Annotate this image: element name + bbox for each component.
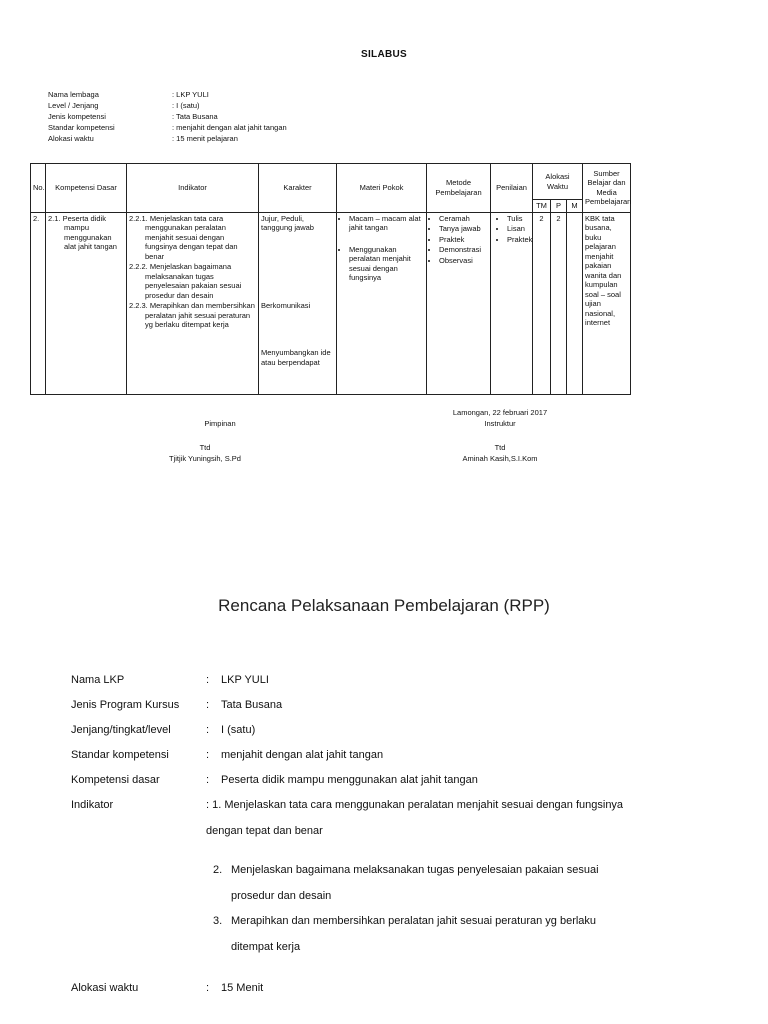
- rpp-value: menjahit dengan alat jahit tangan: [221, 749, 384, 761]
- rpp-indikator-2: Menjelaskan bagaimana melaksanakan tugas penyelesaian pakaian sesuai: [231, 864, 599, 876]
- rpp-label: Alokasi waktu: [71, 982, 139, 994]
- header-penilaian: Penilaian: [491, 164, 533, 213]
- rpp-colon: :: [206, 982, 210, 994]
- rpp-indikator-1: : 1. Menjelaskan tata cara menggunakan peralatan menjahit sesuai dengan fungsinya: [206, 799, 624, 811]
- header-sumber: Sumber Belajar dan Media Pembelajaran: [583, 164, 631, 213]
- info-value: : 15 menit pelajaran: [172, 134, 238, 143]
- instruktur-title: Instruktur: [484, 419, 516, 428]
- rpp-value: I (satu): [221, 724, 256, 736]
- info-label: Level / Jenjang: [48, 101, 99, 110]
- metode-item: • Observasi: [439, 256, 488, 266]
- cell-kompetensi: [46, 212, 127, 394]
- rpp-label: Standar kompetensi: [71, 749, 169, 761]
- instruktur-name: Aminah Kasih,S.I.Kom: [462, 454, 538, 463]
- indikator-item: 2.2.2. Menjelaskan bagaimana melaksanakan tugas penyelesaian pakaian sesuai prosedur dan desain: [129, 262, 242, 300]
- rpp-label: Jenjang/tingkat/level: [71, 724, 171, 736]
- header-kompetensi: Kompetensi Dasar: [46, 164, 127, 213]
- rpp-indikator-2-num: 2.: [213, 864, 223, 876]
- cell-indikator: [127, 212, 259, 394]
- header-materi: Materi Pokok: [337, 164, 427, 213]
- penilaian-item: • Praktek: [507, 235, 530, 245]
- cell-penilaian: [491, 212, 533, 394]
- penilaian-item: • Lisan: [507, 224, 530, 234]
- info-value: : menjahit dengan alat jahit tangan: [172, 123, 287, 132]
- kompetensi-text: Peserta didik mampu menggunakan alat jahit tangan: [62, 213, 117, 251]
- silabus-title: SILABUS: [361, 49, 407, 60]
- info-value: : Tata Busana: [172, 112, 218, 121]
- penilaian-item: • Tulis: [507, 214, 530, 224]
- pimpinan-name: Tjitjik Yuningsih, S.Pd: [169, 454, 241, 463]
- indikator-item: 2.2.3. Merapihkan dan membersihkan peralatan jahit sesuai peraturan yg berlaku ditempat kerja: [129, 301, 255, 329]
- header-indikator: Indikator: [127, 164, 259, 213]
- header-p: P: [551, 200, 567, 213]
- rpp-value: 15 Menit: [221, 982, 264, 994]
- karakter-item: Menyumbangkan ide atau berpendapat: [261, 348, 331, 367]
- header-karakter: Karakter: [259, 164, 337, 213]
- pimpinan-title: Pimpinan: [204, 419, 236, 428]
- place-date: Lamongan, 22 februari 2017: [452, 408, 548, 417]
- rpp-indikator-label: Indikator: [71, 799, 114, 811]
- header-alokasi: Alokasi Waktu: [533, 164, 583, 200]
- rpp-indikator-3-cont: ditempat kerja: [231, 941, 301, 953]
- cell-tm: 2: [533, 212, 551, 394]
- rpp-title: Rencana Pelaksanaan Pembelajaran (RPP): [218, 596, 550, 615]
- rpp-colon: :: [206, 724, 210, 736]
- rpp-label: Kompetensi dasar: [71, 774, 160, 786]
- rpp-colon: :: [206, 774, 210, 786]
- metode-item: • Ceramah: [439, 214, 488, 224]
- info-label: Alokasi waktu: [48, 134, 94, 143]
- metode-item: • Tanya jawab: [439, 224, 488, 234]
- karakter-item: Jujur, Peduli, tanggung jawab: [261, 213, 314, 232]
- rpp-colon: :: [206, 749, 210, 761]
- metode-item: • Demonstrasi: [439, 245, 488, 255]
- cell-m: [567, 212, 583, 394]
- rpp-label: Nama LKP: [71, 674, 125, 686]
- rpp-value: Peserta didik mampu menggunakan alat jahit tangan: [221, 774, 478, 786]
- rpp-indikator-3-num: 3.: [213, 915, 223, 927]
- info-label: Standar kompetensi: [48, 123, 115, 132]
- table-row: [31, 212, 631, 394]
- silabus-table: [30, 163, 631, 395]
- cell-materi: [337, 212, 427, 394]
- rpp-indikator-2-cont: prosedur dan desain: [231, 890, 332, 902]
- metode-item: • Praktek: [439, 235, 488, 245]
- cell-p: 2: [551, 212, 567, 394]
- materi-item: • Menggunakan peralatan menjahit sesuai dengan fungsinya: [349, 245, 424, 283]
- cell-karakter: [259, 212, 337, 394]
- rpp-value: Tata Busana: [221, 699, 283, 711]
- cell-metode: [427, 212, 491, 394]
- indikator-item: 2.2.1. Menjelaskan tata cara menggunakan peralatan menjahit sesuai dengan fungsinya dengan tepat dan benar: [129, 213, 238, 261]
- info-value: : LKP YULI: [172, 90, 209, 99]
- instruktur-ttd: Ttd: [494, 443, 506, 452]
- rpp-indikator-3: Merapihkan dan membersihkan peralatan jahit sesuai peraturan yg berlaku: [231, 915, 597, 927]
- header-metode: Metode Pembelajaran: [427, 164, 491, 213]
- rpp-value: LKP YULI: [221, 674, 269, 686]
- info-label: Jenis kompetensi: [48, 112, 106, 121]
- rpp-indikator-1-cont: dengan tepat dan benar: [206, 825, 323, 837]
- pimpinan-ttd: Ttd: [199, 443, 211, 452]
- rpp-colon: :: [206, 699, 210, 711]
- header-no: No.: [31, 164, 46, 213]
- info-label: Nama lembaga: [48, 90, 99, 99]
- info-value: : I (satu): [172, 101, 200, 110]
- materi-item: • Macam – macam alat jahit tangan: [349, 214, 424, 233]
- cell-no: 2.: [31, 212, 46, 394]
- rpp-label: Jenis Program Kursus: [71, 699, 180, 711]
- header-m: M: [567, 200, 583, 213]
- karakter-item: Berkomunikasi: [261, 300, 311, 310]
- rpp-colon: :: [206, 674, 210, 686]
- cell-sumber: KBK tata busana, buku pelajaran menjahit pakaian wanita dan kumpulan soal – soal ujian nasional, internet: [583, 212, 631, 394]
- kompetensi-num: 2.1.: [48, 213, 61, 223]
- header-tm: TM: [533, 200, 551, 213]
